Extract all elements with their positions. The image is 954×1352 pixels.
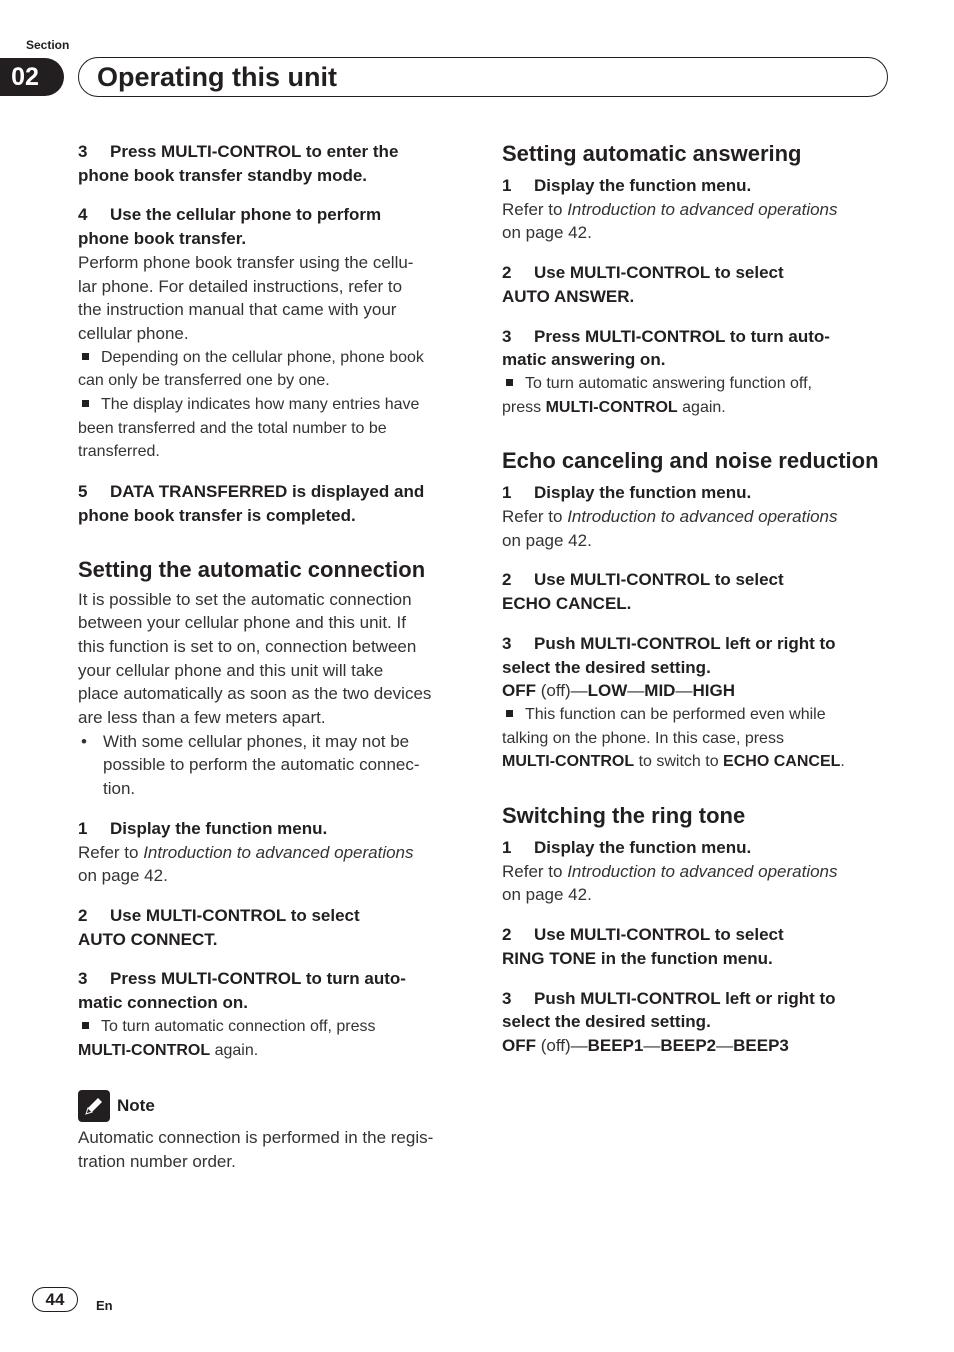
step-text: select the desired setting.: [502, 1012, 711, 1032]
step-5-transfer-complete: [78, 480, 468, 527]
step-text: AUTO ANSWER.: [502, 286, 635, 306]
option-separator: —: [627, 681, 645, 701]
step-number: 3: [78, 969, 88, 989]
ring-step-1: [502, 836, 892, 860]
option-low: LOW: [587, 681, 628, 701]
note-label: Note: [117, 1096, 155, 1116]
aa-refer: [502, 198, 892, 245]
ring-refer: [502, 860, 892, 907]
step-text: Push MULTI-CONTROL left or right to: [534, 633, 836, 653]
body-line: It is possible to set the automatic connection: [78, 589, 412, 609]
bullet-text: possible to perform the automatic connec-: [103, 755, 420, 775]
body-line: Perform phone book transfer using the cellu-: [78, 252, 414, 272]
square-bullet-icon: [82, 400, 89, 407]
refer-text: Refer to: [502, 861, 568, 881]
ring-step-2: [502, 923, 892, 970]
note-bold: MULTI-CONTROL: [78, 1041, 211, 1059]
option-separator: —: [570, 1035, 588, 1055]
note-text: press: [502, 398, 546, 416]
option-mid: MID: [644, 681, 676, 701]
body-line: the instruction manual that came with your: [78, 300, 397, 320]
option-off-paren: (off): [536, 681, 571, 701]
page-title-bar: [78, 57, 888, 97]
note-header: [78, 1090, 468, 1122]
aa-step-3: [502, 325, 892, 372]
section-label: Section: [26, 38, 70, 52]
step-number: 1: [502, 838, 512, 858]
step-text: matic connection on.: [78, 993, 249, 1013]
step-text: ECHO CANCEL.: [502, 594, 632, 614]
option-separator: —: [570, 681, 588, 701]
aa-step-2: [502, 261, 892, 308]
option-separator: —: [643, 1035, 661, 1055]
step-number: 5: [78, 482, 88, 502]
body-line: your cellular phone and this unit will take: [78, 660, 384, 680]
note-pencil-icon: [78, 1090, 110, 1122]
right-column: [502, 140, 892, 1058]
step-number: 1: [502, 176, 512, 195]
step-number: 4: [78, 205, 88, 225]
note-text: to switch to: [634, 753, 724, 771]
step-number: 1: [502, 483, 512, 503]
step-text: Use MULTI-CONTROL to select: [534, 570, 784, 590]
note-text: again.: [677, 398, 726, 416]
step-text: matic answering on.: [502, 350, 666, 370]
square-bullet-icon: [82, 1022, 89, 1029]
heading-auto-answering: Setting automatic answering: [502, 141, 802, 166]
note-text: Depending on the cellular phone, phone book: [101, 348, 424, 366]
body-line: tration number order.: [78, 1151, 236, 1171]
page-number: 44: [32, 1287, 78, 1312]
step-text: Display the function menu.: [110, 818, 328, 838]
echo-step-1: [502, 481, 892, 505]
step-text: phone book transfer standby mode.: [78, 165, 368, 185]
step-text: Press MULTI-CONTROL to turn auto-: [110, 969, 406, 989]
step-4-use-phone: [78, 203, 468, 250]
step-number: 3: [502, 633, 512, 653]
square-bullet-icon: [506, 379, 513, 386]
step-number: 1: [78, 818, 88, 838]
note-text: To turn automatic connection off, press: [101, 1017, 376, 1035]
step-text: Display the function menu.: [534, 838, 752, 858]
aa-off-note: [502, 372, 892, 419]
bullet-text: With some cellular phones, it may not be: [103, 731, 410, 751]
heading-ring-tone: Switching the ring tone: [502, 803, 746, 829]
refer-page: on page 42.: [502, 223, 592, 243]
note-text: been transferred and the total number to be: [78, 419, 387, 437]
ac-step-1: [78, 817, 468, 841]
note-text: transferred.: [78, 443, 160, 461]
refer-link: Introduction to advanced operations: [567, 861, 838, 881]
language-label: En: [96, 1298, 113, 1313]
body-line: are less than a few meters apart.: [78, 708, 326, 728]
note-text: talking on the phone. In this case, press: [502, 729, 784, 747]
body-line: Automatic connection is performed in the regis-: [78, 1128, 434, 1148]
echo-step-2: [502, 568, 892, 615]
step-text: AUTO CONNECT.: [78, 929, 218, 949]
step-text: Press MULTI-CONTROL to turn auto-: [534, 326, 830, 346]
step-number: 3: [502, 326, 512, 346]
note-text: .: [840, 753, 845, 771]
note-bold: MULTI-CONTROL: [502, 753, 635, 771]
body-line: between your cellular phone and this unit. If: [78, 613, 406, 633]
option-off: OFF: [502, 681, 536, 701]
refer-page: on page 42.: [502, 530, 592, 550]
note-text: again.: [210, 1041, 259, 1059]
step-number: 3: [502, 988, 512, 1008]
note-text: This function can be performed even while: [525, 705, 826, 723]
option-off-paren: (off): [536, 1035, 571, 1055]
ring-options: [502, 1034, 892, 1058]
step-text: RING TONE in the function menu.: [502, 948, 773, 968]
step-text: Press MULTI-CONTROL to enter the: [110, 142, 399, 161]
option-beep3: BEEP3: [733, 1035, 789, 1055]
echo-step-3: [502, 632, 892, 679]
step-text: Push MULTI-CONTROL left or right to: [534, 988, 836, 1008]
refer-link: Introduction to advanced operations: [567, 507, 838, 527]
bullet-item: [78, 730, 468, 801]
step-number: 2: [502, 570, 512, 590]
bullet-text: tion.: [103, 779, 136, 799]
echo-options: [502, 679, 892, 703]
step-number: 3: [78, 142, 88, 161]
step-4-body: [78, 251, 468, 346]
note-bold: MULTI-CONTROL: [545, 398, 678, 416]
ac-step-2: [78, 904, 468, 951]
step-text: Use MULTI-CONTROL to select: [534, 925, 784, 945]
step-text: Display the function menu.: [534, 483, 752, 503]
step-number: 2: [502, 925, 512, 945]
refer-link: Introduction to advanced operations: [143, 842, 414, 862]
heading-echo-canceling: Echo canceling and noise reduction: [502, 448, 879, 474]
echo-note: [502, 703, 892, 774]
step-text: phone book transfer.: [78, 229, 247, 249]
refer-text: Refer to: [502, 507, 568, 527]
refer-link: Introduction to advanced operations: [567, 199, 838, 219]
step-text: Use MULTI-CONTROL to select: [534, 263, 784, 283]
step-text: Use MULTI-CONTROL to select: [110, 905, 360, 925]
square-bullet-icon: [506, 710, 513, 717]
refer-text: Refer to: [502, 199, 568, 219]
option-high: HIGH: [692, 681, 735, 701]
auto-connection-paragraph: [78, 588, 468, 730]
body-line: lar phone. For detailed instructions, refer to: [78, 276, 403, 296]
aa-step-1: [502, 174, 892, 198]
option-beep1: BEEP1: [587, 1035, 644, 1055]
note-item-2: [78, 393, 468, 464]
ac-off-note: [78, 1015, 468, 1062]
body-line: place automatically as soon as the two devices: [78, 684, 432, 704]
echo-refer: [502, 505, 892, 552]
bullet-dot-icon: •: [81, 731, 87, 751]
note-item-1: [78, 346, 468, 393]
left-column: [78, 140, 468, 1174]
option-separator: —: [716, 1035, 734, 1055]
option-separator: —: [675, 681, 693, 701]
step-text: Use the cellular phone to perform: [110, 205, 382, 225]
step-number: 2: [78, 905, 88, 925]
note-body: [78, 1126, 468, 1173]
option-beep2: BEEP2: [660, 1035, 717, 1055]
square-bullet-icon: [82, 353, 89, 360]
refer-page: on page 42.: [502, 885, 592, 905]
body-line: this function is set to on, connection between: [78, 636, 417, 656]
refer-page: on page 42.: [78, 866, 168, 886]
step-text: phone book transfer is completed.: [78, 505, 356, 525]
ring-step-3: [502, 987, 892, 1034]
note-bold: ECHO CANCEL: [723, 753, 841, 771]
ac-step-3: [78, 967, 468, 1014]
ac-refer: [78, 841, 468, 888]
body-line: cellular phone.: [78, 323, 189, 343]
note-text: can only be transferred one by one.: [78, 372, 330, 390]
step-3-enter-standby: [78, 140, 468, 187]
step-text: select the desired setting.: [502, 657, 711, 677]
step-number: 2: [502, 263, 512, 283]
heading-auto-connection: Setting the automatic connection: [78, 556, 426, 582]
step-text: Display the function menu.: [534, 176, 752, 195]
step-text: DATA TRANSFERRED is displayed and: [110, 482, 425, 502]
note-text: To turn automatic answering function off,: [525, 374, 812, 392]
note-text: The display indicates how many entries have: [101, 396, 420, 414]
refer-text: Refer to: [78, 842, 144, 862]
option-off: OFF: [502, 1035, 536, 1055]
section-number-badge: 02: [0, 58, 64, 96]
page-title: Operating this unit: [97, 61, 337, 92]
